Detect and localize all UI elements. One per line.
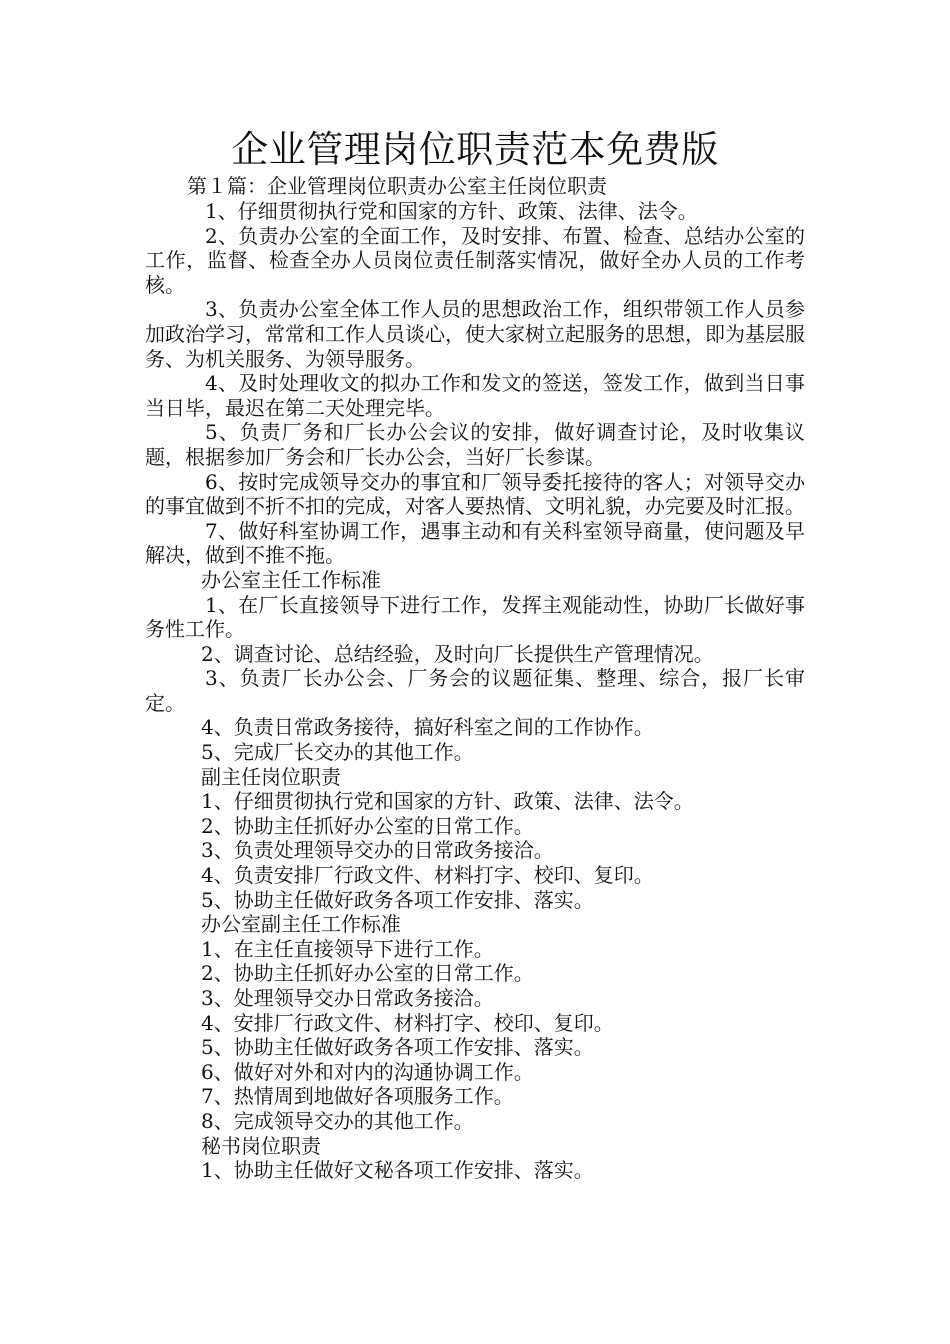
list-item: 5、完成厂长交办的其他工作。: [201, 740, 474, 765]
list-item: 2、协助主任抓好办公室的日常工作。: [201, 813, 534, 838]
list-item: 1、仔细贯彻执行党和国家的方针、政策、法律、法令。: [205, 199, 698, 223]
list-item: 3、处理领导交办日常政务接洽。: [201, 986, 494, 1010]
list-item: 5、协助主任做好政务各项工作安排、落实。: [201, 887, 594, 912]
list-item: 3、负责处理领导交办的日常政务接洽。: [201, 838, 554, 863]
list-item: 1、协助主任做好文秘各项工作安排、落实。: [201, 1158, 594, 1183]
section-heading: 办公室副主任工作标准: [201, 912, 401, 937]
list-item: 8、完成领导交办的其他工作。: [201, 1108, 474, 1133]
list-item: 3、负责办公室全体工作人员的思想政治工作，组织带领工作人员参加政治学习，常常和工作人员谈心，使大家树立起服务的思想，即为基层服务、为机关服务、为领导服务。: [145, 297, 805, 371]
list-item: 1、仔细贯彻执行党和国家的方针、政策、法律、法令。: [201, 789, 694, 814]
list-item: 4、及时处理收文的拟办工作和发文的签送，签发工作，做到当日事当日毕，最迟在第二天处理完毕。: [145, 371, 805, 420]
document-body: [145, 199, 805, 1183]
list-item: 1、在厂长直接领导下进行工作，发挥主观能动性，协助厂长做好事务性工作。: [145, 592, 805, 642]
section-heading: 办公室主任工作标准: [201, 567, 381, 592]
section-heading: 副主任岗位职责: [201, 764, 341, 789]
list-item: 4、负责日常政务接待，搞好科室之间的工作协作。: [201, 715, 654, 740]
document-subtitle: 第１篇：企业管理岗位职责办公室主任岗位职责: [187, 174, 607, 198]
list-item: 7、热情周到地做好各项服务工作。: [201, 1084, 514, 1109]
list-item: 6、按时完成领导交办的事宜和厂领导委托接待的客人；对领导交办的事宜做到不折不扣的完成，对客人要热情、文明礼貌，办完要及时汇报。: [145, 469, 805, 519]
list-item: 2、协助主任抓好办公室的日常工作。: [201, 961, 534, 986]
document-title: 企业管理岗位职责范本免费版: [231, 128, 719, 171]
list-item: 3、负责厂长办公会、厂务会的议题征集、整理、综合，报厂长审定。: [145, 666, 805, 715]
section-heading: 秘书岗位职责: [201, 1133, 321, 1158]
list-item: 2、负责办公室的全面工作，及时安排、布置、检查、总结办公室的工作，监督、检查全办人员岗位责任制落实情况，做好全办人员的工作考核。: [145, 223, 805, 297]
list-item: 1、在主任直接领导下进行工作。: [201, 936, 494, 961]
list-item: 6、做好对外和对内的沟通协调工作。: [201, 1059, 534, 1084]
list-item: 4、安排厂行政文件、材料打字、校印、复印。: [201, 1010, 614, 1035]
list-item: 4、负责安排厂行政文件、材料打字、校印、复印。: [201, 863, 654, 888]
list-item: 2、调查讨论、总结经验，及时向厂长提供生产管理情况。: [201, 641, 714, 666]
list-item: 5、协助主任做好政务各项工作安排、落实。: [201, 1035, 594, 1060]
list-item: 7、做好科室协调工作，遇事主动和有关科室领导商量，使问题及早解决，做到不推不拖。: [145, 518, 805, 568]
list-item: 5、负责厂务和厂长办公会议的安排，做好调查讨论，及时收集议题，根据参加厂务会和厂长办公会，当好厂长参谋。: [145, 420, 805, 469]
